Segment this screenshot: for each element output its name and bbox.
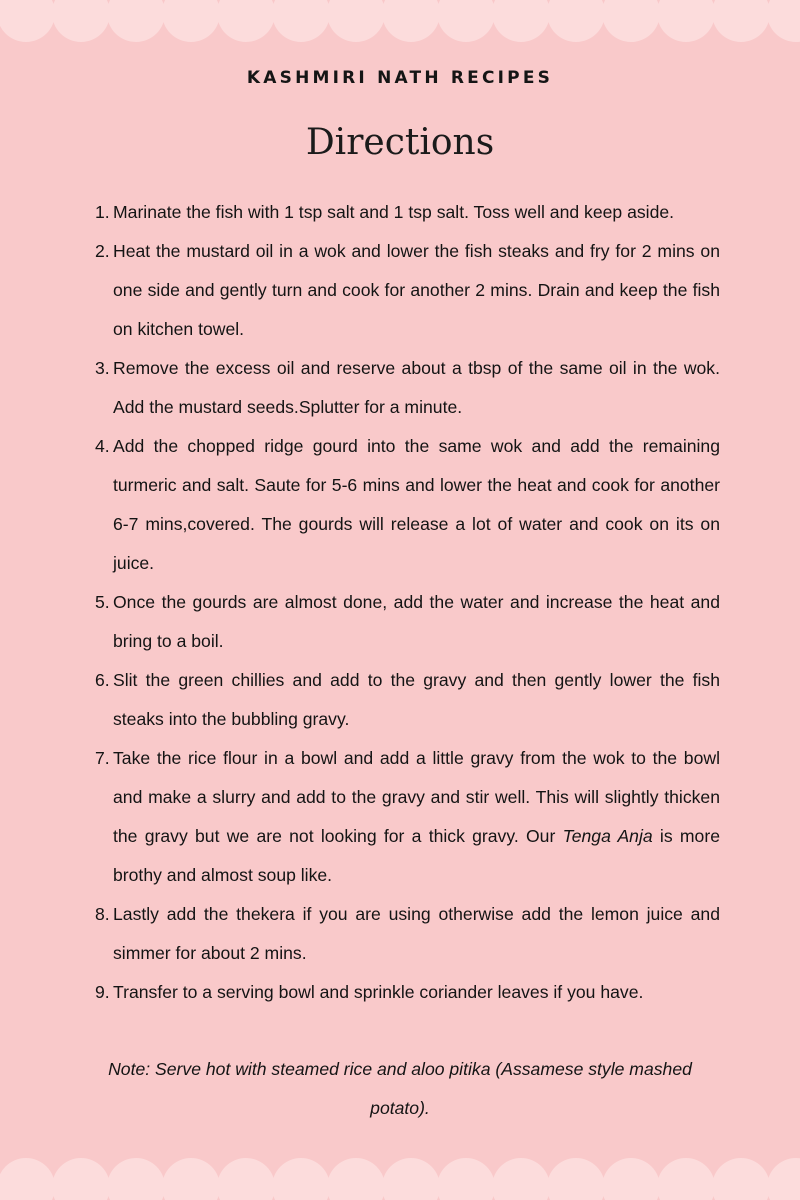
step-number: 7.: [95, 748, 110, 768]
scallop-decoration: [767, 1158, 800, 1200]
directions-list: [93, 193, 720, 1012]
scallop-decoration: [492, 0, 550, 42]
step-text: Heat the mustard oil in a wok and lower the fish steaks and fry for 2 mins on one side and gently turn and cook for another 2 mins. Drain and keep the fish on kitchen towel.: [113, 241, 720, 339]
scallop-decoration: [272, 1158, 330, 1200]
step-item: [93, 895, 720, 973]
scallop-decoration: [52, 1158, 110, 1200]
scallop-decoration: [492, 1158, 550, 1200]
scallop-decoration: [217, 1158, 275, 1200]
step-text: Add the chopped ridge gourd into the same wok and add the remaining turmeric and salt. Saute for 5-6 mins and lower the heat and cook for another 6-7 mins,covered. The gourds will release a lot of water and cook on its on juice.: [113, 436, 720, 573]
step-item: [93, 427, 720, 583]
step-item: [93, 232, 720, 349]
step-number: 3.: [95, 358, 110, 378]
step-text-part: is more brothy and almost soup like.: [113, 826, 720, 885]
step-text: [113, 748, 720, 885]
step-text: Lastly add the thekera if you are using otherwise add the lemon juice and simmer for about 2 mins.: [113, 904, 720, 963]
step-item: [93, 739, 720, 895]
page-title: Directions: [305, 122, 495, 163]
scallop-decoration: [162, 0, 220, 42]
dish-name-emphasis: Tenga Anja: [562, 826, 653, 846]
step-number: 4.: [95, 436, 110, 456]
scallop-decoration: [0, 1158, 55, 1200]
step-item: [93, 583, 720, 661]
scallop-decoration: [547, 1158, 605, 1200]
bottom-scallop-border: [0, 1140, 800, 1200]
scallop-decoration: [767, 0, 800, 42]
scallop-decoration: [547, 0, 605, 42]
scallop-decoration: [712, 0, 770, 42]
brand-name: KASHMIRI NATH RECIPES: [246, 68, 554, 88]
step-number: 5.: [95, 592, 110, 612]
scallop-decoration: [107, 0, 165, 42]
scallop-decoration: [382, 1158, 440, 1200]
step-text-part: Take the rice flour in a bowl and add a little gravy from the wok to the bowl and make a slurry and add to the gravy and stir well. This will slightly thicken the gravy but we are not looking for a thick gravy. Our: [113, 748, 720, 846]
step-text: Marinate the fish with 1 tsp salt and 1 tsp salt. Toss well and keep aside.: [113, 202, 675, 222]
step-number: 8.: [95, 904, 110, 924]
step-item: [93, 973, 720, 1012]
scallop-decoration: [52, 0, 110, 42]
scallop-decoration: [657, 1158, 715, 1200]
scallop-decoration: [327, 1158, 385, 1200]
top-scallop-border: [0, 0, 800, 60]
scallop-decoration: [162, 1158, 220, 1200]
step-text: Once the gourds are almost done, add the water and increase the heat and bring to a boil.: [113, 592, 720, 651]
step-item: [93, 193, 720, 232]
scallop-decoration: [437, 1158, 495, 1200]
step-item: [93, 661, 720, 739]
step-number: 9.: [95, 982, 110, 1002]
serving-note: Note: Serve hot with steamed rice and aloo pitika (Assamese style mashed potato).: [108, 1059, 692, 1118]
scallop-decoration: [217, 0, 275, 42]
step-text: Transfer to a serving bowl and sprinkle coriander leaves if you have.: [113, 982, 644, 1002]
scallop-decoration: [437, 0, 495, 42]
step-number: 1.: [95, 202, 110, 222]
step-number: 2.: [95, 241, 110, 261]
scallop-decoration: [602, 0, 660, 42]
scallop-decoration: [272, 0, 330, 42]
step-text: Slit the green chillies and add to the gravy and then gently lower the fish steaks into the bubbling gravy.: [113, 670, 720, 729]
step-number: 6.: [95, 670, 110, 690]
scallop-decoration: [327, 0, 385, 42]
step-text: Remove the excess oil and reserve about a tbsp of the same oil in the wok. Add the mustard seeds.Splutter for a minute.: [113, 358, 720, 417]
step-item: [93, 349, 720, 427]
scallop-decoration: [0, 0, 55, 42]
scallop-decoration: [602, 1158, 660, 1200]
scallop-decoration: [712, 1158, 770, 1200]
scallop-decoration: [382, 0, 440, 42]
scallop-decoration: [657, 0, 715, 42]
scallop-decoration: [107, 1158, 165, 1200]
